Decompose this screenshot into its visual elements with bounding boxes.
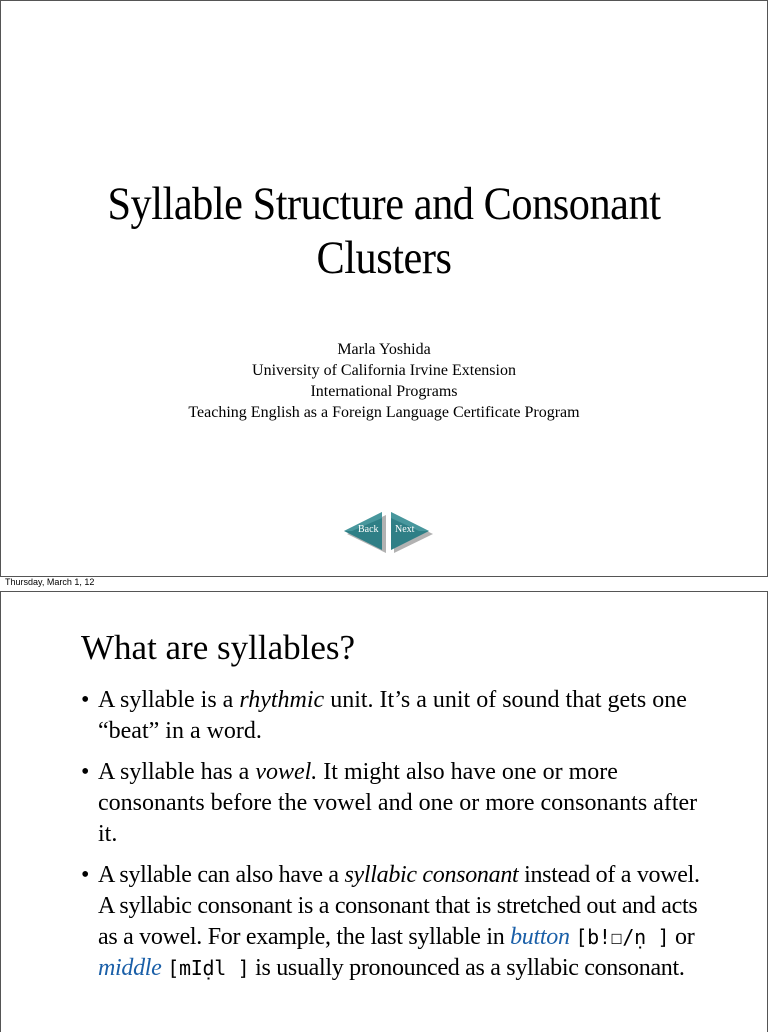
bullet-item: • A syllable is a rhythmic unit. It’s a unit of sound that gets one “beat” in a word. xyxy=(81,685,711,747)
bullet-item: • A syllable can also have a syllabic consonant instead of a vowel. A syllabic consonant is a consonant that is stretched out and acts as a vowel. For example, the last syllable in button [b!☐/ṇ ] or middle [mIḍl ] is usually pronounced as a syllabic consonant. xyxy=(81,860,711,984)
slide-heading: What are syllables? xyxy=(81,628,356,667)
emphasis: syllabic consonant xyxy=(344,862,519,888)
next-label: Next xyxy=(395,524,415,535)
date-label: Thursday, March 1, 12 xyxy=(5,577,95,587)
back-button[interactable] xyxy=(342,510,386,554)
author-department: International Programs xyxy=(310,383,458,400)
bullet-item: • A syllable has a vowel. It might also have one or more consonants before the vowel and one or more consonants after it. xyxy=(81,757,711,850)
emphasis: vowel. xyxy=(255,759,318,785)
author-institution: University of California Irvine Extension xyxy=(252,362,516,379)
ipa-transcription: [mIḍl ] xyxy=(167,956,250,980)
date-strip xyxy=(0,577,768,590)
next-button[interactable] xyxy=(389,510,433,554)
content-slide xyxy=(0,591,768,1032)
slide-title: Syllable Structure and Consonant Clusters xyxy=(107,178,661,284)
author-name: Marla Yoshida xyxy=(337,341,431,358)
example-word-button: button xyxy=(510,924,570,950)
bullet-list xyxy=(81,685,711,994)
example-word-middle: middle xyxy=(98,955,162,981)
slide-navigation xyxy=(342,510,432,554)
author-block xyxy=(1,339,767,423)
author-program: Teaching English as a Foreign Language Certificate Program xyxy=(188,404,580,421)
ipa-transcription: [b!☐/ṇ ] xyxy=(575,925,670,949)
emphasis: rhythmic xyxy=(239,687,325,713)
back-label: Back xyxy=(358,524,379,535)
